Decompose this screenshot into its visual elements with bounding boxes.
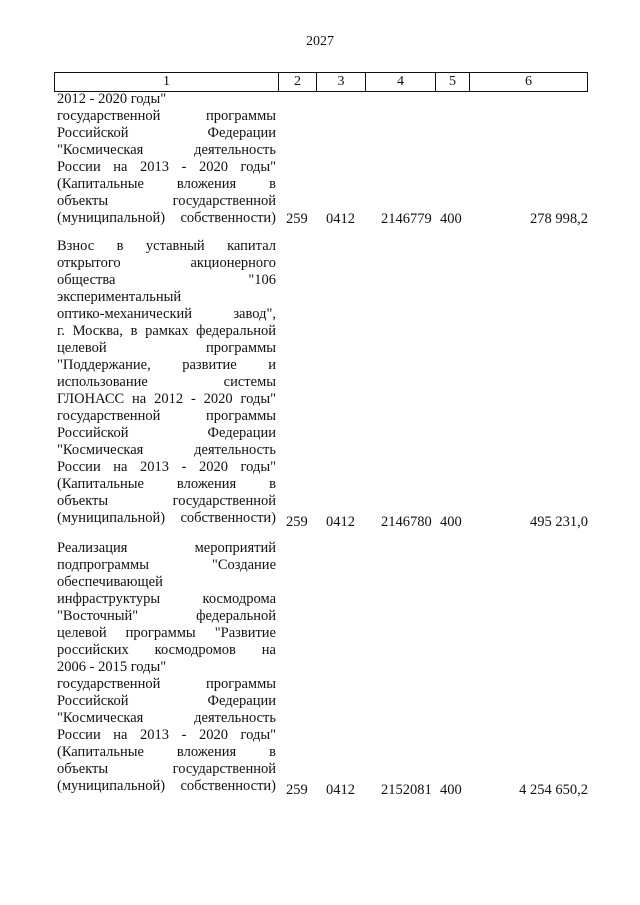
expense-type-code: 400 — [440, 782, 462, 798]
header-col-1: 1 — [163, 74, 170, 89]
description-line: инфраструктуры космодрома — [57, 591, 276, 607]
table-header — [54, 72, 588, 92]
section-code: 0412 — [326, 514, 355, 530]
description-line: государственной программы — [57, 676, 276, 692]
row-description — [57, 91, 276, 227]
description-line: России на 2013 - 2020 годы" — [57, 727, 276, 743]
section-code: 0412 — [326, 211, 355, 227]
description-line: (Капитальные вложения в — [57, 176, 276, 192]
page-number: 2027 — [306, 34, 334, 49]
description-line: Российской Федерации — [57, 125, 276, 141]
description-line: "Космическая деятельность — [57, 142, 276, 158]
row-description — [57, 540, 276, 795]
table-row — [54, 238, 588, 531]
description-line: целевой программы — [57, 340, 276, 356]
header-col-2: 2 — [294, 74, 301, 89]
chapter-code: 259 — [286, 514, 308, 530]
description-line: Российской Федерации — [57, 425, 276, 441]
description-line: объекты государственной — [57, 493, 276, 509]
description-line: (муниципальной) собственности) — [57, 510, 276, 526]
amount: 495 231,0 — [530, 514, 588, 530]
description-line: объекты государственной — [57, 193, 276, 209]
amount: 4 254 650,2 — [519, 782, 588, 798]
description-line: "Космическая деятельность — [57, 710, 276, 726]
expense-type-code: 400 — [440, 514, 462, 530]
description-line: "Восточный" федеральной — [57, 608, 276, 624]
description-line: оптико-механический завод", — [57, 306, 276, 322]
description-line: России на 2013 - 2020 годы" — [57, 459, 276, 475]
budget-table — [54, 72, 588, 798]
description-line: использование системы — [57, 374, 276, 390]
description-line: (Капитальные вложения в — [57, 476, 276, 492]
target-article-code: 2146779 — [381, 211, 432, 227]
description-line: ГЛОНАСС на 2012 - 2020 годы" — [57, 391, 276, 407]
description-line: "Поддержание, развитие и — [57, 357, 276, 373]
description-line: государственной программы — [57, 108, 276, 124]
description-line: (муниципальной) собственности) — [57, 778, 276, 794]
description-line: г. Москва, в рамках федеральной — [57, 323, 276, 339]
row-description — [57, 238, 276, 527]
chapter-code: 259 — [286, 211, 308, 227]
header-col-3: 3 — [337, 74, 345, 89]
description-line: 2012 - 2020 годы" — [57, 91, 167, 107]
description-line: объекты государственной — [57, 761, 276, 777]
table-row — [54, 91, 588, 228]
header-col-6: 6 — [525, 74, 532, 89]
section-code: 0412 — [326, 782, 355, 798]
description-line: "Космическая деятельность — [57, 442, 276, 458]
description-line: России на 2013 - 2020 годы" — [57, 159, 276, 175]
description-line: открытого акционерного — [57, 255, 276, 271]
header-col-5: 5 — [449, 74, 456, 89]
description-line: целевой программы "Развитие — [57, 625, 276, 641]
description-line: обеспечивающей — [57, 574, 163, 590]
description-line: подпрограммы "Создание — [57, 557, 276, 573]
header-col-4: 4 — [397, 74, 404, 89]
description-line: Реализация мероприятий — [57, 540, 276, 556]
description-line: 2006 - 2015 годы" — [57, 659, 167, 675]
description-line: Российской Федерации — [57, 693, 276, 709]
amount: 278 998,2 — [530, 211, 588, 227]
chapter-code: 259 — [286, 782, 308, 798]
description-line: общества "106 — [57, 272, 276, 288]
description-line: (муниципальной) собственности) — [57, 210, 276, 226]
expense-type-code: 400 — [440, 211, 462, 227]
target-article-code: 2152081 — [381, 782, 432, 798]
description-line: (Капитальные вложения в — [57, 744, 276, 760]
table-row — [54, 540, 588, 799]
description-line: государственной программы — [57, 408, 276, 424]
target-article-code: 2146780 — [381, 514, 432, 530]
description-line: российских космодромов на — [57, 642, 276, 658]
description-line: экспериментальный — [57, 289, 182, 305]
description-line: Взнос в уставный капитал — [57, 238, 276, 254]
